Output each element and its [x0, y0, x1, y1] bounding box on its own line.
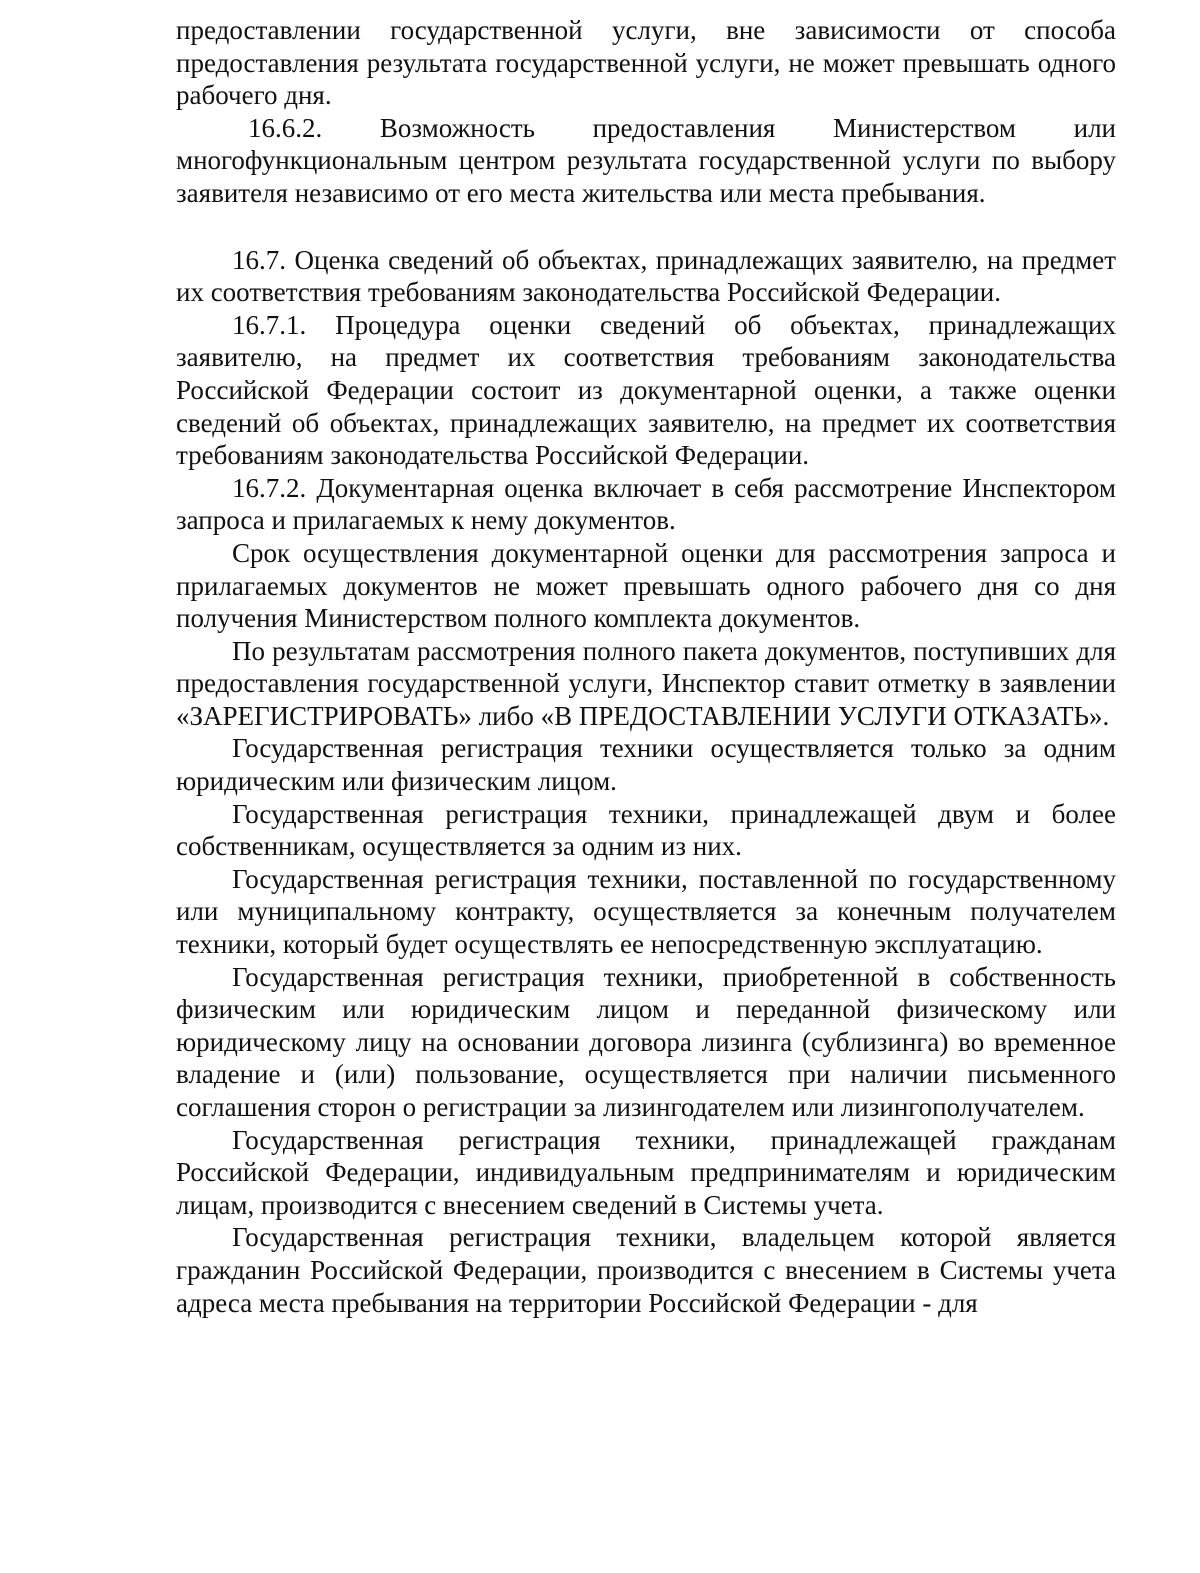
document-page — [176, 14, 1116, 1319]
paragraph-16-7: 16.7. Оценка сведений об объектах, принадлежащих заявителю, на предмет их соответствия требованиям законодательства Российской Федерации. — [176, 244, 1116, 308]
paragraph-accounting-systems: Государственная регистрация техники, принадлежащей гражданам Российской Федерации, индивидуальным предпринимателям и юридическим лицам, производится с внесением сведений в Системы учета. — [176, 1124, 1116, 1220]
paragraph-inspector-mark: По результатам рассмотрения полного пакета документов, поступивших для предоставления государственной услуги, Инспектор ставит отметку в заявлении «ЗАРЕГИСТРИРОВАТЬ» либо «В ПРЕДОСТАВЛЕНИИ УСЛУГИ ОТКАЗАТЬ». — [176, 635, 1116, 731]
paragraph-review-period: Срок осуществления документарной оценки для рассмотрения запроса и прилагаемых документов не может превышать одного рабочего дня со дня получения Министерством полного комплекта документов. — [176, 537, 1116, 634]
paragraph-citizen-owner: Государственная регистрация техники, владельцем которой является гражданин Российской Федерации, производится с внесением в Системы учета адреса места пребывания на территории Российской Федерации - для — [176, 1222, 1116, 1318]
paragraph-16-7-1: 16.7.1. Процедура оценки сведений об объектах, принадлежащих заявителю, на предмет их соответствия требованиям законодательства Российской Федерации состоит из документарной оценки, а также оценки сведений об объектах, принадлежащих заявителю, на предмет их соответствия требованиям законодательства Российской Федерации. — [176, 309, 1116, 471]
paragraph-multiple-owners: Государственная регистрация техники, принадлежащей двум и более собственникам, осуществляется за одним из них. — [176, 798, 1116, 862]
paragraph-16-6-2: 16.6.2. Возможность предоставления Министерством или многофункциональным центром результата государственной услуги по выбору заявителя независимо от его места жительства или места пребывания. — [176, 112, 1116, 208]
paragraph-single-owner: Государственная регистрация техники осуществляется только за одним юридическим или физическим лицом. — [176, 733, 1116, 797]
paragraph-leasing: Государственная регистрация техники, приобретенной в собственность физическим или юридическим лицом и переданной физическому или юридическому лицу на основании договора лизинга (сублизинга) во временное владение и (или) пользование, осуществляется при наличии письменного соглашения сторон о регистрации за лизингодателем или лизингополучателем. — [176, 961, 1116, 1122]
paragraph-continuation: предоставлении государственной услуги, вне зависимости от способа предоставления результата государственной услуги, не может превышать одного рабочего дня. — [176, 15, 1116, 111]
paragraph-state-contract: Государственная регистрация техники, поставленной по государственному или муниципальному контракту, осуществляется за конечным получателем техники, который будет осуществлять ее непосредственную эксплуатацию. — [176, 863, 1116, 960]
paragraph-16-7-2: 16.7.2. Документарная оценка включает в себя рассмотрение Инспектором запроса и прилагаемых к нему документов. — [176, 472, 1116, 536]
paragraph-gap — [176, 210, 1116, 244]
